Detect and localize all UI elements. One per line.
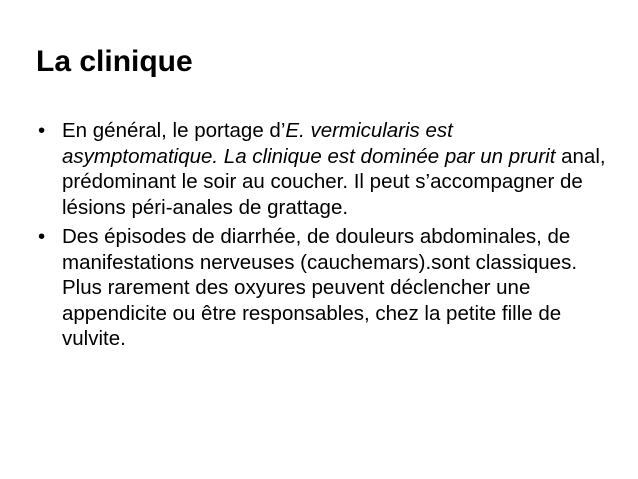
- bullet-text-segment-italic: E. vermicularis est asymptomatique. La clinique est dominée par un prurit: [62, 119, 556, 168]
- slide-title: La clinique: [36, 45, 193, 78]
- bullet-marker: •: [38, 119, 46, 142]
- bullet-text-segment: En général, le portage d’: [62, 119, 286, 142]
- bullet-item: [36, 224, 611, 352]
- bullet-marker: •: [38, 225, 46, 248]
- bullet-text-segment: Des épisodes de diarrhée, de douleurs abdominales, de manifestations nerveuses (cauchemars).sont classiques. Plus rarement des oxyures peuvent déclencher une appendicite ou être responsables, chez la petite fille de vulvite.: [62, 225, 578, 350]
- bullet-text-segment: anal, prédominant le soir au coucher. Il peut s’accompagner de lésions péri-anales de grattage.: [62, 144, 606, 219]
- bullet-item: [36, 118, 611, 220]
- bullet-list: [36, 118, 611, 356]
